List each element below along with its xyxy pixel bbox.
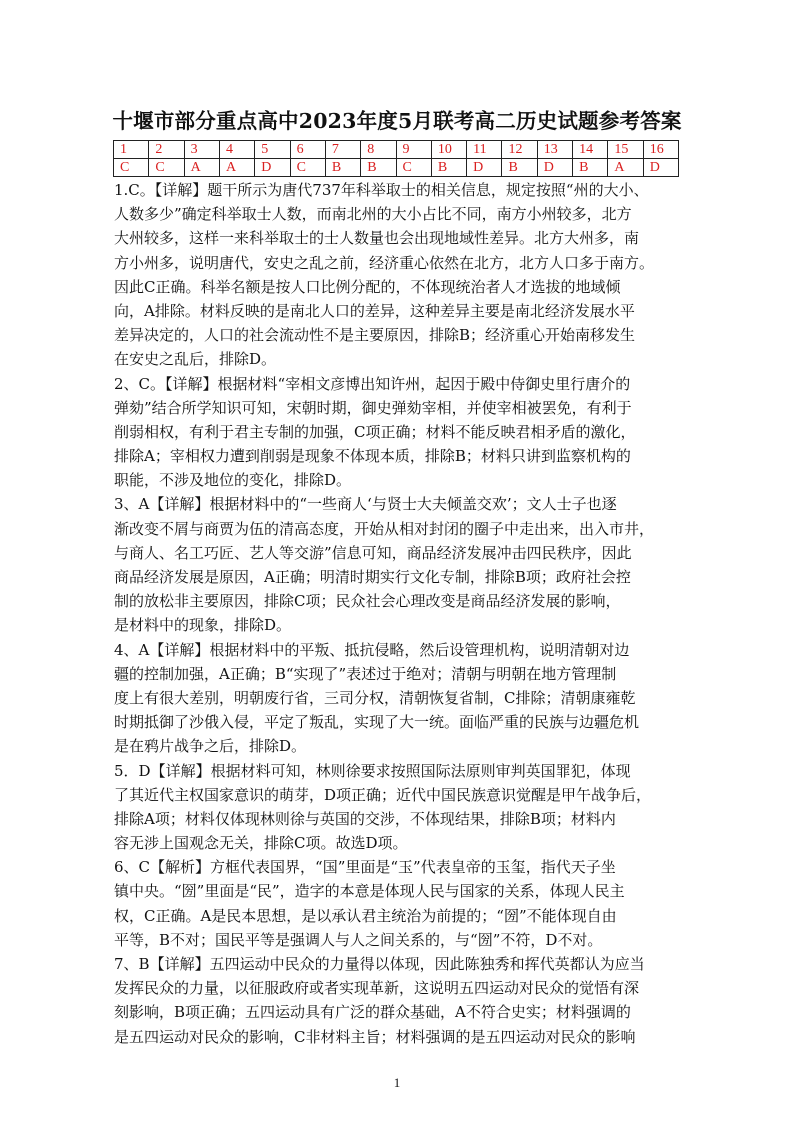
explanation-q4 xyxy=(114,638,684,759)
question-number-cell: 16 xyxy=(643,141,678,159)
page-number: 1 xyxy=(393,1075,401,1090)
explanations-content xyxy=(114,178,684,1049)
explanation-line: 6、C【解析】方框代表国界，“国”里面是“玉”代表皇帝的玉玺，指代天子坐 xyxy=(114,858,616,877)
question-number-cell: 10 xyxy=(431,141,466,159)
question-number-cell: 11 xyxy=(467,141,502,159)
answer-cell: A xyxy=(184,159,219,177)
answer-cell: C xyxy=(290,159,325,177)
explanation-line: 因此C正确。科举名额是按人口比例分配的，不体现统治者人才选拔的地域倾 xyxy=(114,277,621,296)
explanation-line: 时期抵御了沙俄入侵，平定了叛乱，实现了大一统。面临严重的民族与边疆危机 xyxy=(114,713,640,732)
explanation-line: 与商人、名工巧匠、艺人等交游”信息可知，商品经济发展冲击四民秩序，因此 xyxy=(114,543,632,562)
answer-cell: B xyxy=(573,159,608,177)
question-number-cell: 13 xyxy=(537,141,572,159)
question-number-cell: 5 xyxy=(255,141,290,159)
explanation-line: 是在鸦片战争之后，排除D。 xyxy=(114,737,307,756)
answer-cell: C xyxy=(149,159,184,177)
question-number-cell: 14 xyxy=(573,141,608,159)
question-number-cell: 2 xyxy=(149,141,184,159)
explanation-line: 是材料中的现象，排除D。 xyxy=(114,616,292,635)
question-number-cell: 15 xyxy=(608,141,643,159)
answer-cell: D xyxy=(537,159,572,177)
explanation-line: 削弱相权，有利于君主专制的加强，C项正确；材料不能反映君相矛盾的激化， xyxy=(114,422,636,441)
answer-cell: B xyxy=(431,159,466,177)
explanation-line: 向，A排除。材料反映的是南北人口的差异，这种差异主要是南北经济发展水平 xyxy=(114,301,635,320)
explanation-line: 平等，B不对；国民平等是强调人与人之间关系的，与“圀”不符，D不对。 xyxy=(114,930,603,949)
explanation-line: 排除A；宰相权力遭到削弱是现象不体现本质，排除B；材料只讲到监察机构的 xyxy=(114,447,631,466)
explanation-q3 xyxy=(114,492,684,637)
explanation-line: 差异决定的，人口的社会流动性不是主要原因，排除B；经济重心开始南移发生 xyxy=(114,326,636,345)
answer-row xyxy=(114,159,679,177)
answer-cell: C xyxy=(396,159,431,177)
question-number-row xyxy=(114,141,679,159)
explanation-line: 方小州多，说明唐代，安史之乱之前，经济重心依然在北方，北方人口多于南方。 xyxy=(114,253,655,272)
explanation-line: 人数多少”确定科举取士人数，而南北州的大小占比不同，南方小州较多，北方 xyxy=(114,205,632,224)
explanation-line: 是五四运动对民众的影响，C非材料主旨；材料强调的是五四运动对民众的影响 xyxy=(114,1027,636,1046)
answer-cell: B xyxy=(502,159,537,177)
question-number-cell: 12 xyxy=(502,141,537,159)
answer-key-table xyxy=(113,140,679,177)
explanation-q2 xyxy=(114,372,684,493)
explanation-line: 3、A【详解】根据材料中的“一些商人‘与贤士大夫倾盖交欢’；文人士子也逐 xyxy=(114,495,617,514)
question-number-cell: 4 xyxy=(219,141,254,159)
explanation-q1 xyxy=(114,178,684,372)
document-title: 十堰市部分重点高中2023年度5月联考高二历史试题参考答案 xyxy=(112,109,682,133)
explanation-line: 1.C。【详解】题干所示为唐代737年科举取士的相关信息，规定按照“州的大小、 xyxy=(114,181,649,199)
answer-cell: D xyxy=(255,159,290,177)
question-number-cell: 3 xyxy=(184,141,219,159)
explanation-line: 职能，不涉及地位的变化，排除D。 xyxy=(114,471,352,490)
explanation-line: 权，C正确。A是民本思想，是以承认君主统治为前提的；“圀”不能体现自由 xyxy=(114,906,617,925)
explanation-line: 容无涉上国观念无关，排除C项。故选D项。 xyxy=(114,834,408,853)
explanation-line: 镇中央。“圀”里面是“民”，造字的本意是体现人民与国家的关系，体现人民主 xyxy=(114,882,625,901)
explanation-line: 大州较多，这样一来科举取士的士人数量也会出现地域性差异。北方大州多，南 xyxy=(114,229,640,248)
question-number-cell: 6 xyxy=(290,141,325,159)
explanation-line: 排除A项；材料仅体现林则徐与英国的交涉，不体现结果，排除B项；材料内 xyxy=(114,809,616,828)
explanation-q5 xyxy=(114,759,684,856)
explanation-line: 2、C。【详解】根据材料“宰相文彦博出知许州，起因于殿中侍御史里行唐介的 xyxy=(114,374,631,393)
explanation-q6 xyxy=(114,855,684,952)
explanation-line: 在安史之乱后，排除D。 xyxy=(114,350,277,369)
answer-cell: D xyxy=(467,159,502,177)
answer-cell: A xyxy=(219,159,254,177)
explanation-q7 xyxy=(114,952,684,1049)
answer-cell: A xyxy=(608,159,643,177)
explanation-line: 渐改变不屑与商贾为伍的清高态度，开始从相对封闭的圈子中走出来，出入市井， xyxy=(114,519,655,538)
explanation-line: 刻影响，B项正确；五四运动具有广泛的群众基础，A不符合史实；材料强调的 xyxy=(114,1003,631,1022)
explanation-line: 7、B【详解】五四运动中民众的力量得以体现，因此陈独秀和挥代英都认为应当 xyxy=(114,955,645,973)
question-number-cell: 1 xyxy=(114,141,149,159)
explanation-line: 4、A【详解】根据材料中的平叛、抵抗侵略，然后设管理机构，说明清朝对边 xyxy=(114,640,630,659)
question-number-cell: 9 xyxy=(396,141,431,159)
answer-cell: B xyxy=(361,159,396,177)
explanation-line: 度上有很大差别，明朝废行省，三司分权，清朝恢复省制，C排除；清朝康雍乾 xyxy=(114,688,636,707)
explanation-line: 5．D【详解】根据材料可知，林则徐要求按照国际法原则审判英国罪犯，体现 xyxy=(114,761,631,780)
question-number-cell: 8 xyxy=(361,141,396,159)
explanation-line: 商品经济发展是原因，A正确；明清时期实行文化专制，排除B项；政府社会控 xyxy=(114,568,631,586)
answer-cell: C xyxy=(114,159,149,177)
explanation-line: 了其近代主权国家意识的萌芽，D项正确；近代中国民族意识觉醒是甲午战争后， xyxy=(114,785,652,804)
question-number-cell: 7 xyxy=(325,141,360,159)
answer-cell: B xyxy=(325,159,360,177)
answer-cell: D xyxy=(643,159,678,177)
explanation-line: 制的放松非主要原因，排除C项；民众社会心理改变是商品经济发展的影响， xyxy=(114,592,621,611)
explanation-line: 疆的控制加强，A正确；B“实现了”表述过于绝对；清朝与明朝在地方管理制 xyxy=(114,664,617,683)
explanation-line: 发挥民众的力量，以征服政府或者实现革新，这说明五四运动对民众的觉悟有深 xyxy=(114,979,640,998)
explanation-line: 弹劾”结合所学知识可知，宋朝时期，御史弹劾宰相，并使宰相被罢免，有利于 xyxy=(114,398,632,417)
